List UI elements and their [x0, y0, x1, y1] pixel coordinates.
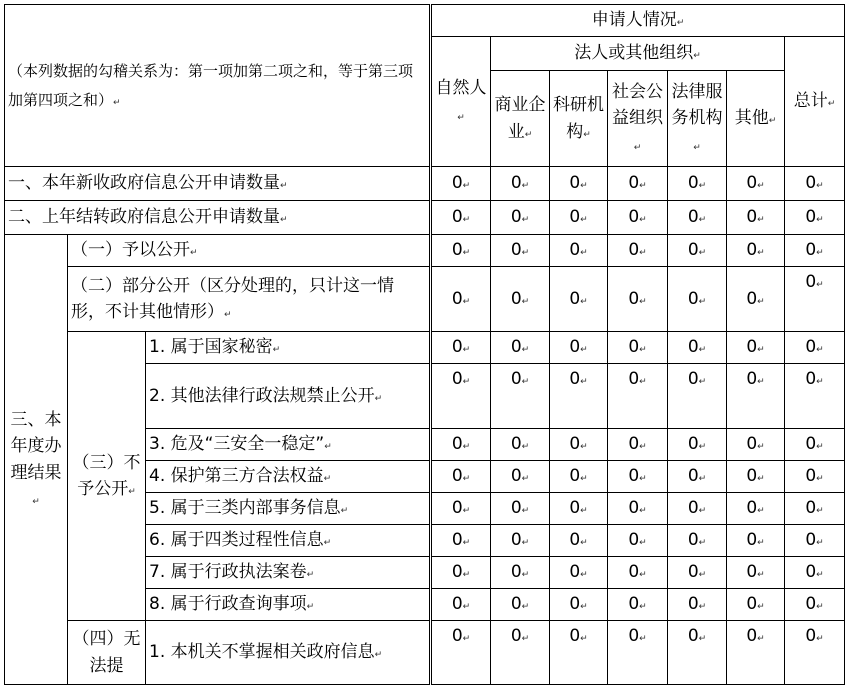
value-cell: 0↵ [608, 621, 668, 685]
row-label: （一）予以公开↵ [68, 235, 431, 267]
value-cell: 0↵ [785, 201, 845, 235]
row-label: 3. 危及“三安全一稳定”↵ [146, 429, 431, 461]
row-label: 8. 属于行政查询事项↵ [146, 589, 431, 621]
value-cell: 0↵ [727, 493, 785, 525]
relationship-note: （本列数据的勾稽关系为：第一项加第二项之和，等于第三项加第四项之和）↵ [5, 5, 431, 167]
table-row [5, 621, 845, 685]
value-cell: 0↵ [727, 201, 785, 235]
value-cell: 0↵ [608, 267, 668, 332]
value-cell: 0↵ [431, 589, 491, 621]
value-cell: 0↵ [491, 589, 550, 621]
value-cell: 0↵ [668, 589, 727, 621]
value-cell: 0↵ [668, 429, 727, 461]
value-cell: 0↵ [668, 235, 727, 267]
applicant-situation-header: 申请人情况↵ [431, 5, 845, 37]
row-label: 1. 本机关不掌握相关政府信息↵ [146, 621, 431, 685]
value-cell: 0↵ [785, 167, 845, 201]
value-cell: 0↵ [668, 267, 727, 332]
value-cell: 0↵ [491, 267, 550, 332]
row-label: 二、上年结转政府信息公开申请数量↵ [5, 201, 431, 235]
value-cell: 0↵ [785, 235, 845, 267]
value-cell: 0↵ [550, 167, 608, 201]
value-cell: 0↵ [491, 493, 550, 525]
value-cell: 0↵ [491, 235, 550, 267]
value-cell: 0↵ [785, 557, 845, 589]
value-cell: 0↵ [785, 267, 845, 332]
value-cell: 0↵ [785, 332, 845, 364]
value-cell: 0↵ [431, 621, 491, 685]
value-cell: 0↵ [431, 235, 491, 267]
government-info-disclosure-table [4, 4, 845, 685]
value-cell: 0↵ [668, 493, 727, 525]
row-label: 5. 属于三类内部事务信息↵ [146, 493, 431, 525]
value-cell: 0↵ [668, 332, 727, 364]
value-cell: 0↵ [550, 364, 608, 429]
group-3-3-label: （三）不予公开↵ [68, 332, 146, 621]
value-cell: 0↵ [727, 235, 785, 267]
value-cell: 0↵ [785, 429, 845, 461]
legal-service-org-header: 法律服务机构↵ [668, 71, 727, 167]
value-cell: 0↵ [431, 332, 491, 364]
value-cell: 0↵ [608, 429, 668, 461]
value-cell: 0↵ [608, 557, 668, 589]
value-cell: 0↵ [608, 235, 668, 267]
value-cell: 0↵ [785, 621, 845, 685]
value-cell: 0↵ [491, 167, 550, 201]
value-cell: 0↵ [491, 201, 550, 235]
value-cell: 0↵ [431, 461, 491, 493]
commercial-enterprise-header: 商业企业↵ [491, 71, 550, 167]
value-cell: 0↵ [550, 557, 608, 589]
value-cell: 0↵ [727, 621, 785, 685]
value-cell: 0↵ [550, 621, 608, 685]
value-cell: 0↵ [668, 461, 727, 493]
value-cell: 0↵ [668, 525, 727, 557]
value-cell: 0↵ [550, 589, 608, 621]
social-welfare-org-header: 社会公益组织↵ [608, 71, 668, 167]
value-cell: 0↵ [668, 557, 727, 589]
value-cell: 0↵ [550, 201, 608, 235]
value-cell: 0↵ [491, 364, 550, 429]
value-cell: 0↵ [491, 332, 550, 364]
value-cell: 0↵ [550, 267, 608, 332]
row-label: 1. 属于国家秘密↵ [146, 332, 431, 364]
value-cell: 0↵ [491, 525, 550, 557]
row-label: 一、本年新收政府信息公开申请数量↵ [5, 167, 431, 201]
value-cell: 0↵ [491, 557, 550, 589]
value-cell: 0↵ [491, 429, 550, 461]
value-cell: 0↵ [431, 429, 491, 461]
value-cell: 0↵ [608, 332, 668, 364]
value-cell: 0↵ [431, 267, 491, 332]
group-3-4-label: （四）无法提 [68, 621, 146, 685]
value-cell: 0↵ [550, 429, 608, 461]
value-cell: 0↵ [608, 201, 668, 235]
value-cell: 0↵ [785, 525, 845, 557]
natural-person-header: 自然人↵ [431, 37, 491, 167]
value-cell: 0↵ [431, 364, 491, 429]
section-3-label: 三、本年度办理结果↵ [5, 235, 68, 685]
total-header: 总计↵ [785, 37, 845, 167]
value-cell: 0↵ [550, 493, 608, 525]
value-cell: 0↵ [431, 557, 491, 589]
value-cell: 0↵ [431, 493, 491, 525]
value-cell: 0↵ [550, 525, 608, 557]
value-cell: 0↵ [431, 201, 491, 235]
value-cell: 0↵ [608, 461, 668, 493]
value-cell: 0↵ [727, 364, 785, 429]
value-cell: 0↵ [785, 493, 845, 525]
value-cell: 0↵ [668, 201, 727, 235]
value-cell: 0↵ [727, 461, 785, 493]
value-cell: 0↵ [491, 621, 550, 685]
value-cell: 0↵ [608, 364, 668, 429]
value-cell: 0↵ [491, 461, 550, 493]
research-institution-header: 科研机构↵ [550, 71, 608, 167]
value-cell: 0↵ [608, 167, 668, 201]
row-label: 6. 属于四类过程性信息↵ [146, 525, 431, 557]
row-label: 7. 属于行政执法案卷↵ [146, 557, 431, 589]
value-cell: 0↵ [727, 332, 785, 364]
value-cell: 0↵ [727, 589, 785, 621]
value-cell: 0↵ [431, 167, 491, 201]
row-label: 2. 其他法律行政法规禁止公开↵ [146, 364, 431, 429]
value-cell: 0↵ [550, 461, 608, 493]
value-cell: 0↵ [550, 235, 608, 267]
value-cell: 0↵ [608, 493, 668, 525]
row-label: （二）部分公开（区分处理的，只计这一情形，不计其他情形）↵ [68, 267, 431, 332]
value-cell: 0↵ [431, 525, 491, 557]
table-row [5, 201, 845, 235]
table-row [5, 267, 845, 332]
value-cell: 0↵ [727, 267, 785, 332]
value-cell: 0↵ [550, 332, 608, 364]
table-row [5, 235, 845, 267]
value-cell: 0↵ [608, 525, 668, 557]
value-cell: 0↵ [608, 589, 668, 621]
value-cell: 0↵ [785, 364, 845, 429]
table-row [5, 332, 845, 364]
row-label: 4. 保护第三方合法权益↵ [146, 461, 431, 493]
legal-or-other-org-header: 法人或其他组织↵ [491, 37, 785, 71]
value-cell: 0↵ [727, 557, 785, 589]
value-cell: 0↵ [727, 429, 785, 461]
value-cell: 0↵ [727, 525, 785, 557]
table-row [5, 167, 845, 201]
value-cell: 0↵ [785, 461, 845, 493]
value-cell: 0↵ [668, 364, 727, 429]
value-cell: 0↵ [727, 167, 785, 201]
value-cell: 0↵ [785, 589, 845, 621]
other-header: 其他↵ [727, 71, 785, 167]
value-cell: 0↵ [668, 621, 727, 685]
value-cell: 0↵ [668, 167, 727, 201]
